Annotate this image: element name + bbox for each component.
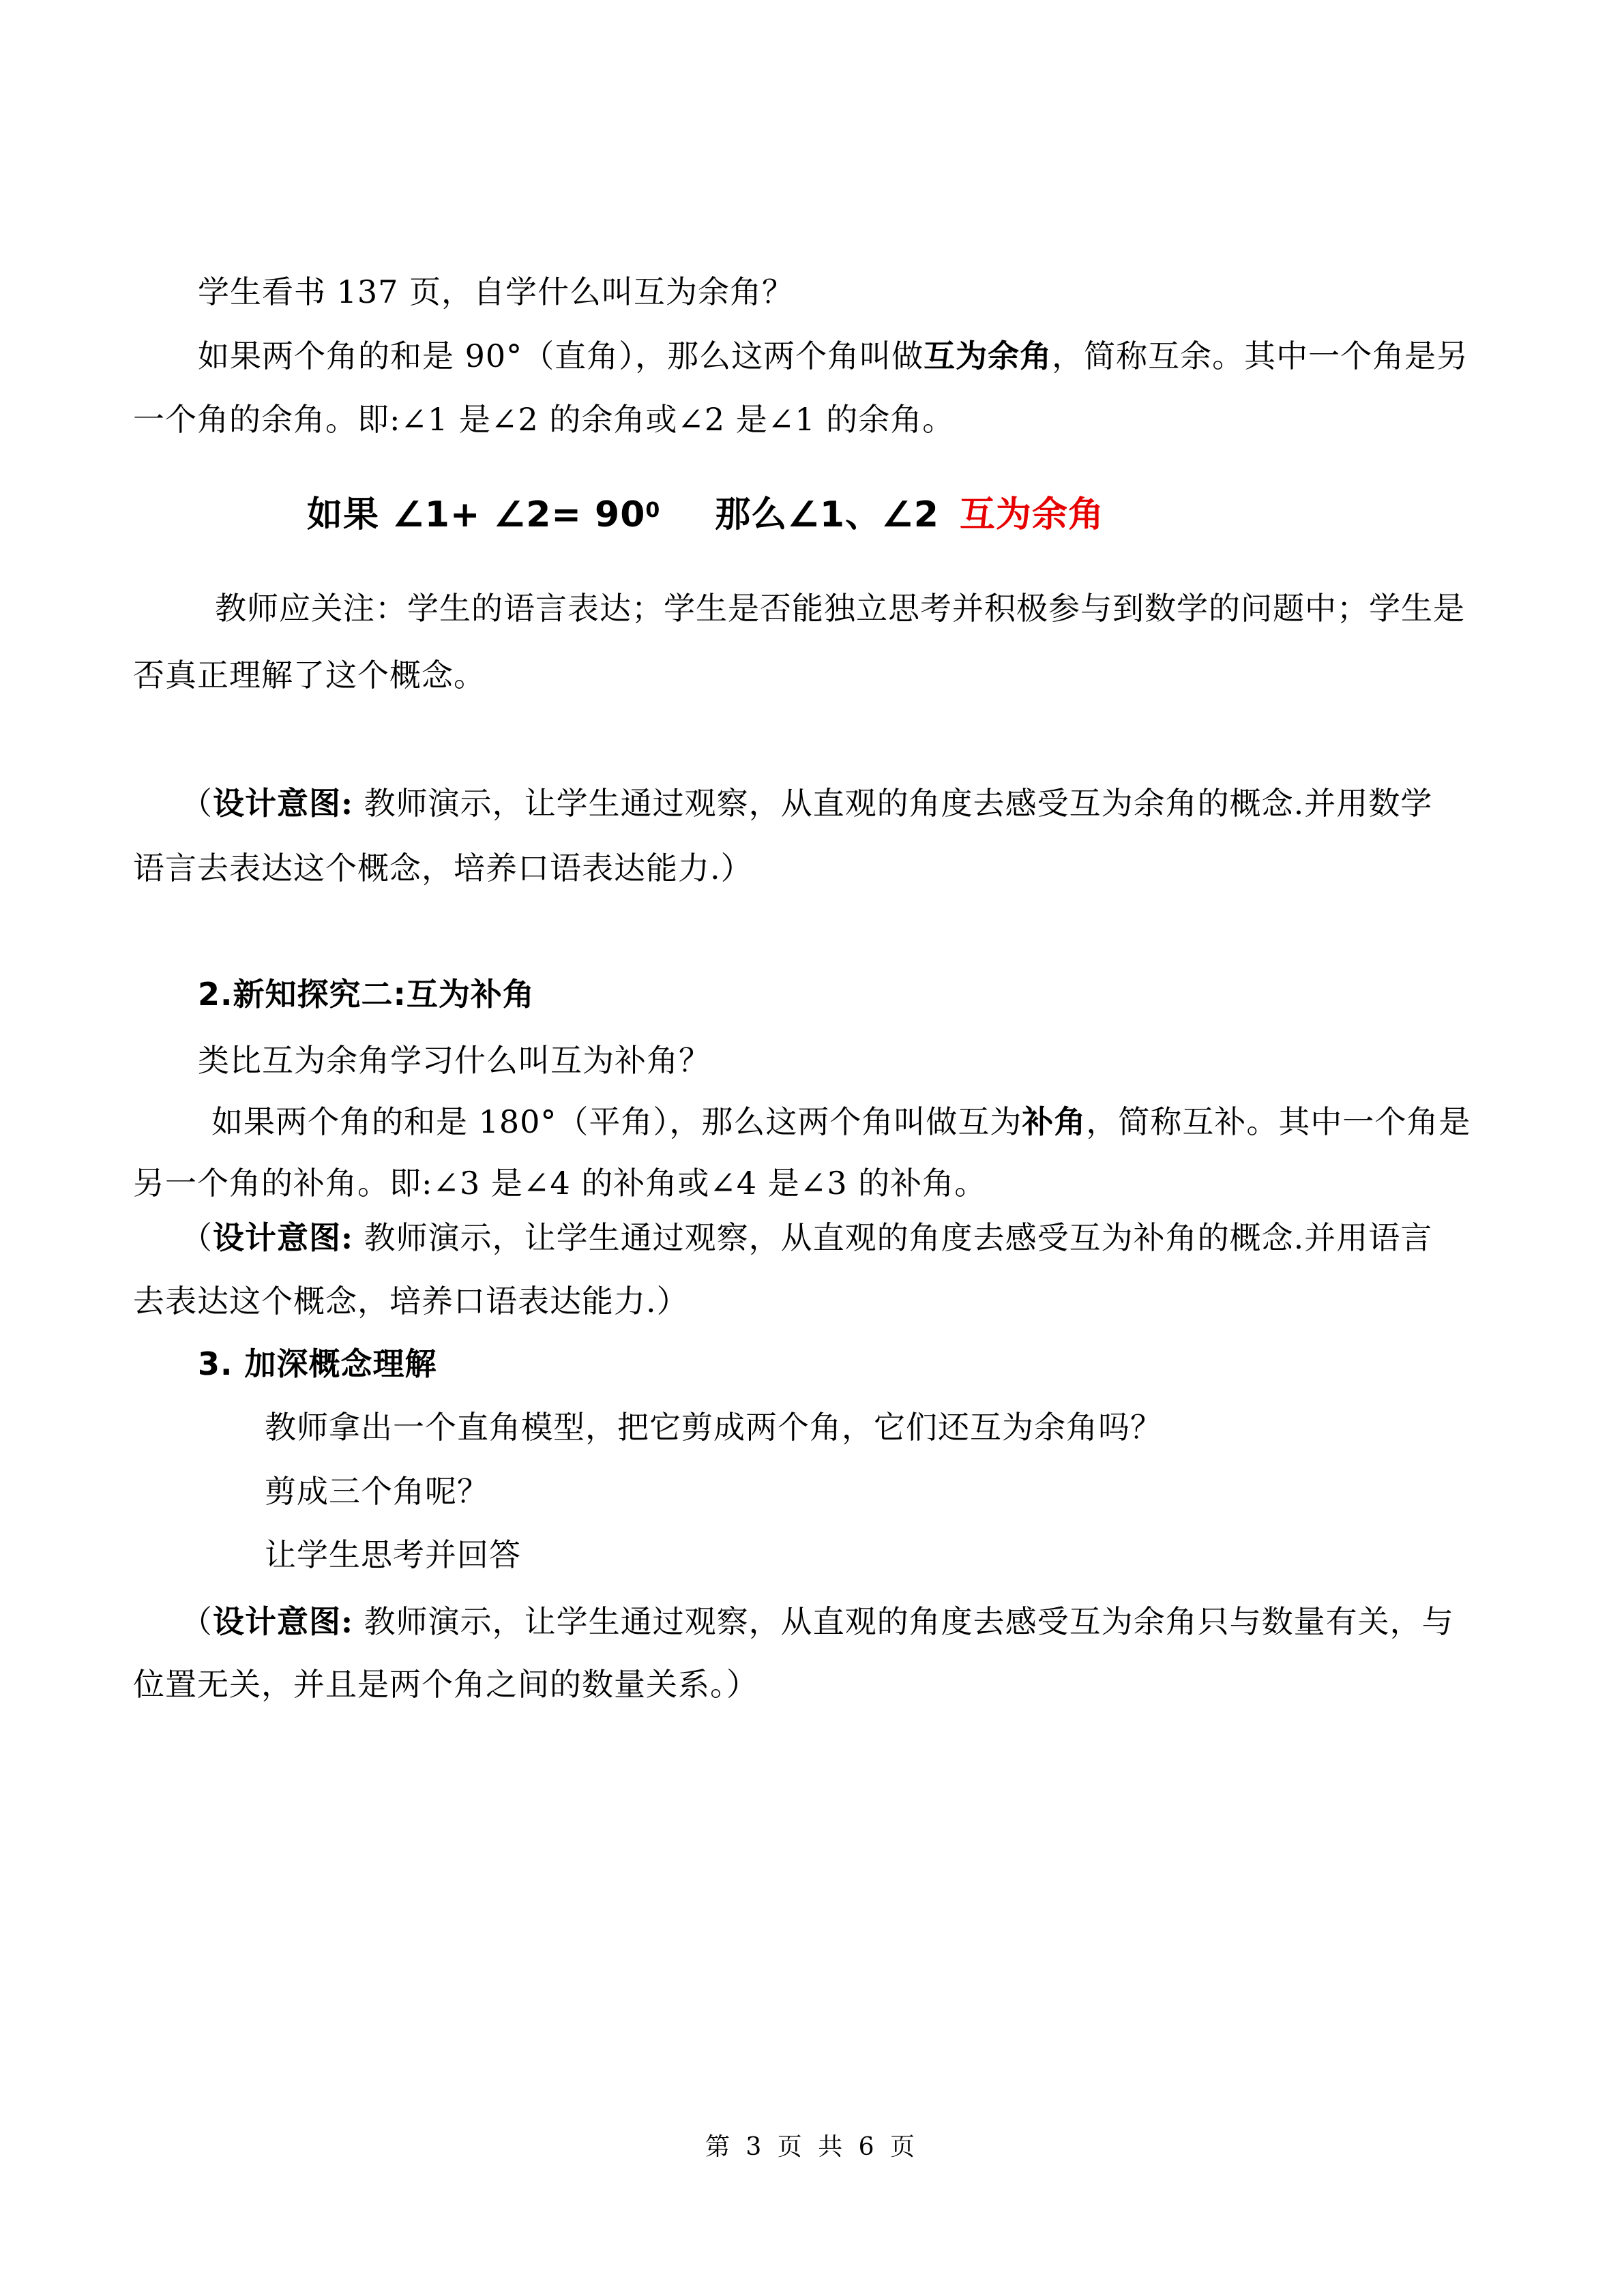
formula-conclusion: 互为余角 <box>959 494 1104 535</box>
supplementary-definition-line-1 <box>211 1101 1471 1142</box>
supplementary-definition-post: ，简称互补。其中一个角是 <box>1086 1103 1471 1140</box>
formula-then-part: 那么∠1、∠2 <box>715 494 939 535</box>
design-intent-1-text: 教师演示，让学生通过观察，从直观的角度去感受互为余角的概念.并用数学 <box>353 785 1433 822</box>
design-intent-1-line-1 <box>181 783 1432 824</box>
supplementary-term: 补角 <box>1022 1103 1087 1140</box>
design-intent-2-text: 教师演示，让学生通过观察，从直观的角度去感受互为补角的概念.并用语言 <box>353 1219 1433 1256</box>
design-intent-2-open: （ <box>181 1219 213 1256</box>
design-intent-3-text: 教师演示，让学生通过观察，从直观的角度去感受互为余角只与数量有关，与 <box>353 1603 1454 1640</box>
design-intent-1-label: 设计意图: <box>213 785 353 822</box>
design-intent-3-line-2: 位置无关，并且是两个角之间的数量关系。） <box>133 1666 758 1703</box>
section-3-line-2: 剪成三个角呢？ <box>265 1473 489 1510</box>
section-3-heading: 3. 加深概念理解 <box>198 1345 437 1382</box>
section-2-line-1: 类比互为余角学习什么叫互为补角？ <box>198 1042 711 1079</box>
complementary-definition-post: ，简称互余。其中一个角是另 <box>1052 338 1469 374</box>
design-intent-3-line-1 <box>181 1601 1454 1642</box>
section-2-heading: 2.新知探究二:互为补角 <box>198 976 535 1013</box>
design-intent-1-open: （ <box>181 785 213 822</box>
design-intent-1-line-2: 语言去表达这个概念，培养口语表达能力.） <box>133 850 753 886</box>
formula-superscript: 0 <box>645 498 661 522</box>
design-intent-3-label: 设计意图: <box>213 1603 353 1640</box>
design-intent-2-label: 设计意图: <box>213 1219 353 1256</box>
supplementary-definition-line-2: 另一个角的补角。即:∠3 是∠4 的补角或∠4 是∠3 的补角。 <box>133 1165 987 1202</box>
page-footer: 第 3 页 共 6 页 <box>705 2133 919 2161</box>
design-intent-2-line-2: 去表达这个概念，培养口语表达能力.） <box>133 1283 689 1320</box>
formula-line <box>307 494 1104 535</box>
complementary-definition-line-2: 一个角的余角。即:∠1 是∠2 的余角或∠2 是∠1 的余角。 <box>133 401 955 438</box>
design-intent-2-line-1 <box>181 1217 1432 1258</box>
supplementary-definition-pre: 如果两个角的和是 180°（平角），那么这两个角叫做互为 <box>211 1103 1022 1140</box>
section-3-line-1: 教师拿出一个直角模型，把它剪成两个角，它们还互为余角吗？ <box>265 1409 1162 1446</box>
complementary-term: 互为余角 <box>924 338 1052 374</box>
complementary-definition-pre: 如果两个角的和是 90°（直角），那么这两个角叫做 <box>198 338 924 374</box>
teacher-note-line-2: 否真正理解了这个概念。 <box>133 657 486 694</box>
formula-if-part: 如果 ∠1+ ∠2= 90 <box>307 494 646 535</box>
teacher-note-line-1: 教师应关注：学生的语言表达；学生是否能独立思考并积极参与到数学的问题中；学生是 <box>215 590 1465 627</box>
section-3-line-3: 让学生思考并回答 <box>265 1536 521 1573</box>
intro-line-1: 学生看书 137 页，自学什么叫互为余角？ <box>198 273 795 310</box>
complementary-definition-line-1 <box>198 336 1468 376</box>
design-intent-3-open: （ <box>181 1603 213 1640</box>
